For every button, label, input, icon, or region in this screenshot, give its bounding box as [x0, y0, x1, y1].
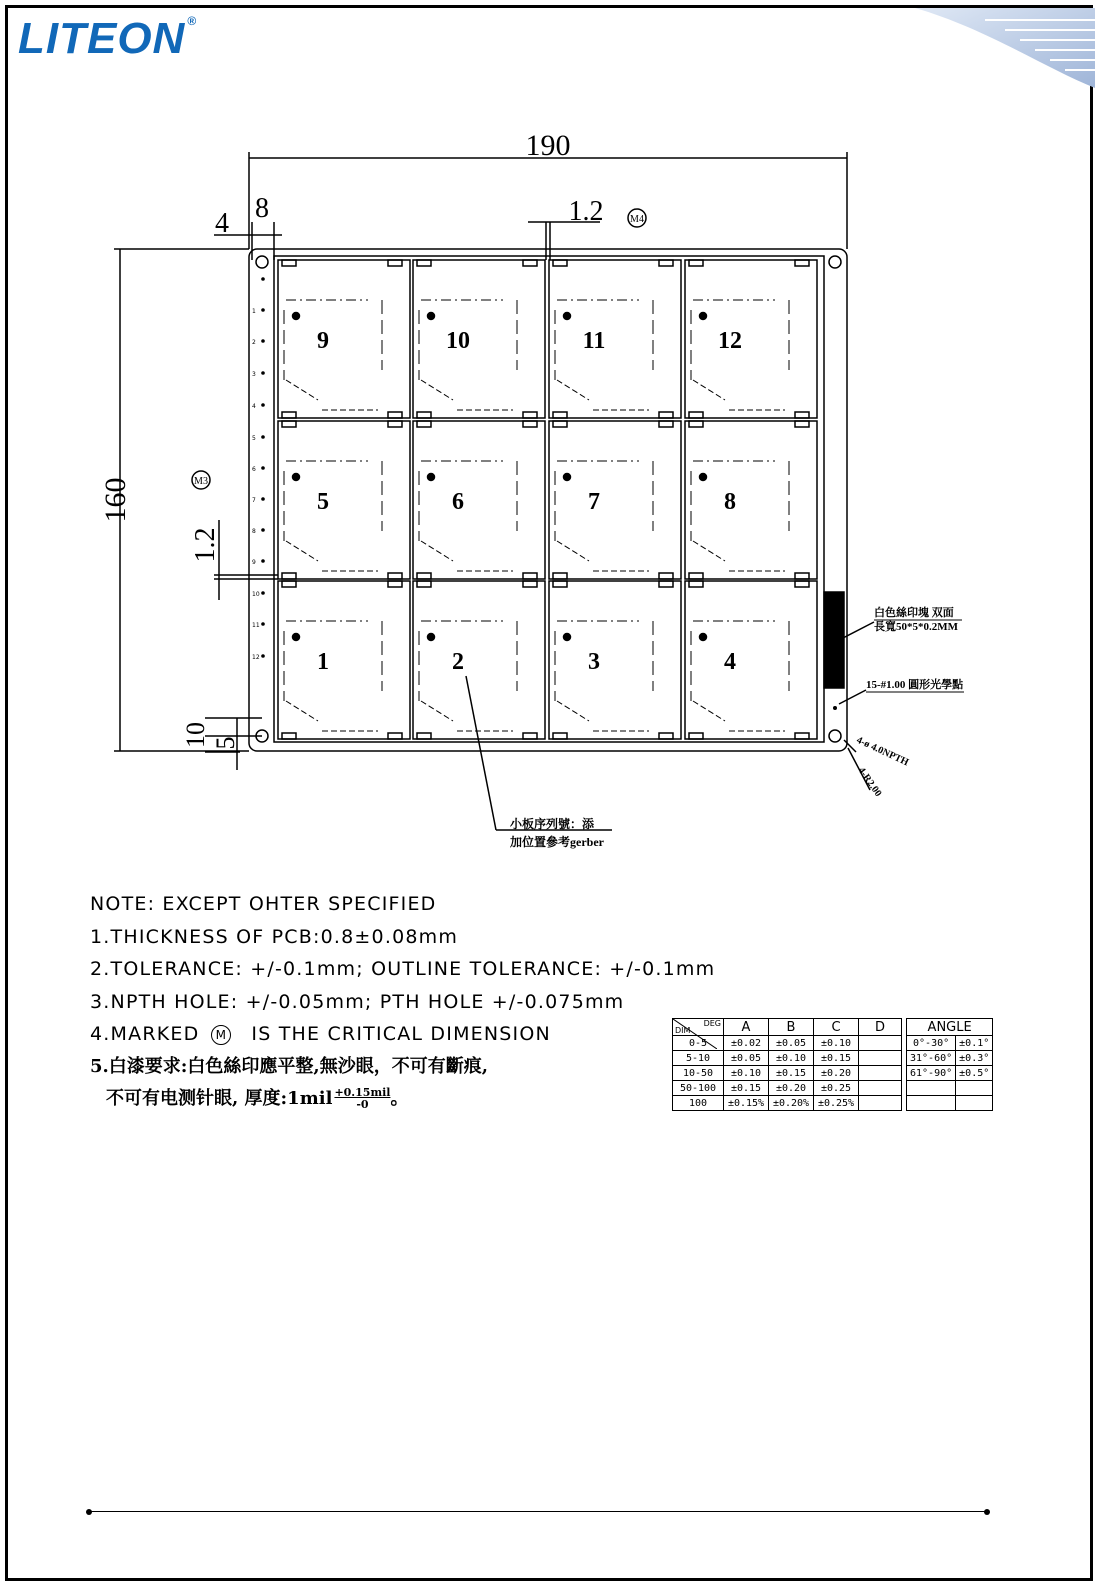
panel-notch	[689, 733, 703, 739]
table-row	[673, 1036, 993, 1051]
panel-notch	[282, 412, 296, 418]
panel-notch	[689, 412, 703, 418]
rail-number: 11	[252, 622, 260, 629]
table-cell: ±0.15%	[724, 1096, 769, 1111]
panel-notch	[282, 573, 296, 579]
table-cell: ±0.02	[724, 1036, 769, 1051]
angle-cell: ±0.3°	[956, 1051, 993, 1066]
panel-fiducial	[700, 313, 707, 320]
note-marked	[90, 1018, 715, 1051]
panel-fiducial	[428, 313, 435, 320]
rail-fiducial	[261, 435, 265, 439]
rail-number: 10	[252, 591, 260, 598]
panel-notch	[795, 421, 809, 427]
panel-notch	[417, 260, 431, 266]
col-d: D	[859, 1019, 902, 1036]
panel-fiducial	[293, 313, 300, 320]
col-a: A	[724, 1019, 769, 1036]
rail-fiducial	[261, 654, 265, 658]
dim-width-190: 190	[525, 129, 571, 162]
table-cell	[859, 1096, 902, 1111]
panel-notch	[388, 573, 402, 579]
rail-number: 5	[252, 435, 256, 442]
panel-notch	[417, 412, 431, 418]
col-c: C	[814, 1019, 859, 1036]
panel-notch	[553, 573, 567, 579]
fraction-numerator: +0.15mil	[334, 1086, 391, 1099]
panel-notch	[523, 412, 537, 418]
note-marked-prefix: 4.MARKED	[90, 1023, 200, 1045]
panel-fiducial	[564, 634, 571, 641]
board-outline	[249, 249, 847, 751]
panel-board	[549, 421, 681, 579]
corner-dim: DIM	[675, 1026, 691, 1035]
panel-board	[278, 260, 410, 418]
callout-holes: 4-ø 4.0NPTH	[854, 734, 911, 769]
table-cell: ±0.05	[769, 1036, 814, 1051]
panel-trace	[557, 701, 589, 721]
table-cell: 10-50	[673, 1066, 724, 1081]
table-cell: ±0.15	[814, 1051, 859, 1066]
note-marked-suffix: IS THE CRITICAL DIMENSION	[251, 1023, 551, 1045]
table-cell: 5-10	[673, 1051, 724, 1066]
marker-m3: M3	[194, 476, 208, 487]
table-cell: ±0.10	[814, 1036, 859, 1051]
notes-block	[90, 888, 715, 1116]
panel-notch	[388, 421, 402, 427]
panel-number: 1	[317, 649, 329, 675]
panel-notch	[659, 581, 673, 587]
registered-mark: ®	[187, 14, 198, 28]
footer-rule-left-dot	[86, 1509, 92, 1515]
table-row	[673, 1081, 993, 1096]
angle-cell	[907, 1081, 956, 1096]
panel-notch	[282, 581, 296, 587]
table-cell: ±0.15	[724, 1081, 769, 1096]
panel-notch	[282, 421, 296, 427]
corner-cell	[673, 1019, 724, 1036]
panel-board	[413, 260, 545, 418]
panel-fiducial	[428, 634, 435, 641]
table-row	[673, 1051, 993, 1066]
table-cell: ±0.20	[814, 1066, 859, 1081]
table-cell	[859, 1036, 902, 1051]
panel-notch	[659, 733, 673, 739]
panel-trace	[286, 380, 318, 400]
panel-notch	[523, 260, 537, 266]
table-cell: ±0.20	[769, 1081, 814, 1096]
panel-notch	[388, 581, 402, 587]
panel-board	[685, 421, 817, 579]
panel-board	[413, 421, 545, 579]
table-cell	[859, 1066, 902, 1081]
callout-white-block-line1: 白色絲印塊 双面	[874, 607, 954, 619]
panel-notch	[795, 412, 809, 418]
panel-notch	[553, 421, 567, 427]
angle-cell	[956, 1096, 993, 1111]
table-cell: ±0.10	[769, 1051, 814, 1066]
panel-trace	[421, 701, 453, 721]
rail-fiducial	[261, 277, 265, 281]
rail-fiducial	[261, 559, 265, 563]
table-cell: 0-5	[673, 1036, 724, 1051]
dim-bottom-5: 5	[211, 736, 240, 750]
angle-cell: 0°-30°	[907, 1036, 956, 1051]
panel-notch	[795, 733, 809, 739]
rail-number: 1	[252, 308, 256, 315]
dim-bottom-10: 10	[181, 722, 210, 748]
rail-fiducial	[261, 339, 265, 343]
rail-number: 4	[252, 403, 256, 410]
rail-fiducial	[261, 308, 265, 312]
tolerance-table	[672, 1018, 993, 1111]
callout-panel-line1: 小板序列號：添	[510, 817, 595, 831]
table-cell: ±0.20%	[769, 1096, 814, 1111]
panel-fiducial	[564, 474, 571, 481]
panel-notch	[523, 573, 537, 579]
callout-white-block-line2: 長寬50*5*0.2MM	[874, 621, 959, 633]
panel-trace	[421, 380, 453, 400]
panel-fiducial	[293, 474, 300, 481]
panel-board	[413, 581, 545, 739]
panel-fiducial	[293, 634, 300, 641]
table-cell	[859, 1051, 902, 1066]
table-cell: 50-100	[673, 1081, 724, 1096]
panel-notch	[417, 573, 431, 579]
panel-fiducial	[700, 634, 707, 641]
table-cell: ±0.25	[814, 1081, 859, 1096]
panel-fiducial	[564, 313, 571, 320]
note-tolerance: 2.TOLERANCE: +/-0.1mm; OUTLINE TOLERANCE: +/-0.1mm	[90, 958, 716, 980]
panel-notch	[388, 260, 402, 266]
panel-notch	[523, 421, 537, 427]
table-cell: ±0.15	[769, 1066, 814, 1081]
dim-left-4: 4	[215, 208, 229, 239]
panel-trace	[693, 380, 725, 400]
dim-left-8: 8	[255, 193, 269, 224]
panel-notch	[689, 260, 703, 266]
rail-number: 6	[252, 466, 256, 473]
panel-board	[278, 581, 410, 739]
panel-notch	[689, 573, 703, 579]
corner-deg: DEG	[703, 1019, 721, 1028]
panel-notch	[795, 260, 809, 266]
panel-notch	[689, 581, 703, 587]
panel-number: 12	[718, 328, 742, 354]
panel-number: 8	[724, 489, 736, 515]
panel-trace	[286, 701, 318, 721]
thickness-fraction	[334, 1087, 390, 1111]
panel-trace	[421, 541, 453, 561]
rail-fiducial	[261, 371, 265, 375]
panel-notch	[417, 421, 431, 427]
panel-fiducial	[700, 474, 707, 481]
callout-radius: 4-R2.00	[855, 765, 884, 799]
panel-notch	[795, 581, 809, 587]
panel-notch	[282, 733, 296, 739]
rail-number: 8	[252, 528, 256, 535]
rail-number: 3	[252, 371, 256, 378]
panel-trace	[286, 541, 318, 561]
panel-trace	[693, 701, 725, 721]
angle-cell: ±0.5°	[956, 1066, 993, 1081]
footer-rule	[88, 1511, 988, 1512]
angle-cell	[956, 1081, 993, 1096]
panel-notch	[795, 573, 809, 579]
note-thickness: 1.THICKNESS OF PCB:0.8±0.08mm	[90, 925, 459, 948]
callout-fiducial: 15-#1.00 圓形光學點	[866, 679, 964, 691]
table-cell: ±0.05	[724, 1051, 769, 1066]
note-white-paint: 5.白漆要求:白色絲印應平整,無沙眼，不可有斷痕,	[90, 1055, 488, 1077]
angle-cell: ±0.1°	[956, 1036, 993, 1051]
panel-trace	[557, 380, 589, 400]
panel-notch	[553, 733, 567, 739]
panel-number: 10	[446, 328, 470, 354]
angle-cell: 61°-90°	[907, 1066, 956, 1081]
table-row	[673, 1096, 993, 1111]
note-paint-text: 不可有电测针眼, 厚度:1mil	[106, 1088, 333, 1109]
dim-left-gap: 1.2	[190, 527, 221, 563]
panel-number: 5	[317, 489, 329, 515]
panel-board	[685, 581, 817, 739]
rail-fiducial	[261, 403, 265, 407]
panel-board	[549, 581, 681, 739]
panel-notch	[689, 421, 703, 427]
panel-number: 11	[582, 328, 606, 354]
panel-board	[278, 421, 410, 579]
panel-notch	[553, 581, 567, 587]
panel-trace	[693, 541, 725, 561]
panel-notch	[523, 733, 537, 739]
marker-m4: M4	[630, 214, 644, 225]
panel-board	[685, 260, 817, 418]
panel-notch	[553, 260, 567, 266]
panel-notch	[282, 260, 296, 266]
angle-cell	[907, 1096, 956, 1111]
col-b: B	[769, 1019, 814, 1036]
angle-header: ANGLE	[907, 1019, 993, 1036]
note-header: NOTE: EXCEPT OHTER SPECIFIED	[90, 893, 437, 915]
panel-fiducial	[428, 474, 435, 481]
dim-height-160: 160	[99, 477, 132, 523]
rail-fiducial	[261, 528, 265, 532]
table-row	[673, 1066, 993, 1081]
fraction-denominator: -0	[356, 1098, 369, 1111]
panel-number: 4	[724, 649, 736, 675]
panel-notch	[659, 412, 673, 418]
rail-fiducial	[261, 497, 265, 501]
dim-top-gap: 1.2	[568, 196, 604, 227]
panel-notch	[659, 421, 673, 427]
panel-number: 7	[588, 489, 600, 515]
panel-number: 2	[452, 649, 464, 675]
rail-fiducial	[261, 466, 265, 470]
panel-number: 9	[317, 328, 329, 354]
rail-number: 9	[252, 559, 256, 566]
panel-number: 3	[588, 649, 600, 675]
panel-board	[549, 260, 681, 418]
table-cell: 100	[673, 1096, 724, 1111]
panel-notch	[659, 573, 673, 579]
table-cell: ±0.10	[724, 1066, 769, 1081]
rail-fiducial	[833, 706, 837, 710]
note-hole-tolerance: 3.NPTH HOLE: +/-0.05mm; PTH HOLE +/-0.075mm	[90, 990, 625, 1013]
panel-notch	[659, 260, 673, 266]
panel-trace	[557, 541, 589, 561]
white-silkscreen-block	[824, 592, 844, 688]
marked-m-icon: M	[211, 1025, 231, 1045]
panel-notch	[388, 412, 402, 418]
rail-number: 2	[252, 339, 256, 346]
note-paint-end: 。	[390, 1088, 409, 1109]
callout-panel-line2: 加位置參考gerber	[510, 835, 604, 849]
table-cell: ±0.25%	[814, 1096, 859, 1111]
panel-number: 6	[452, 489, 464, 515]
panel-notch	[417, 733, 431, 739]
rail-number: 12	[252, 654, 260, 661]
panel-notch	[523, 581, 537, 587]
panel-notch	[553, 412, 567, 418]
panel-notch	[388, 733, 402, 739]
panel-notch	[417, 581, 431, 587]
angle-cell: 31°-60°	[907, 1051, 956, 1066]
rail-number: 7	[252, 497, 256, 504]
rail-fiducial	[261, 591, 265, 595]
footer-rule-right-dot	[984, 1509, 990, 1515]
note-thickness-paint	[90, 1083, 715, 1116]
rail-fiducial	[261, 622, 265, 626]
logo-text: LITEON	[18, 14, 186, 63]
table-cell	[859, 1081, 902, 1096]
